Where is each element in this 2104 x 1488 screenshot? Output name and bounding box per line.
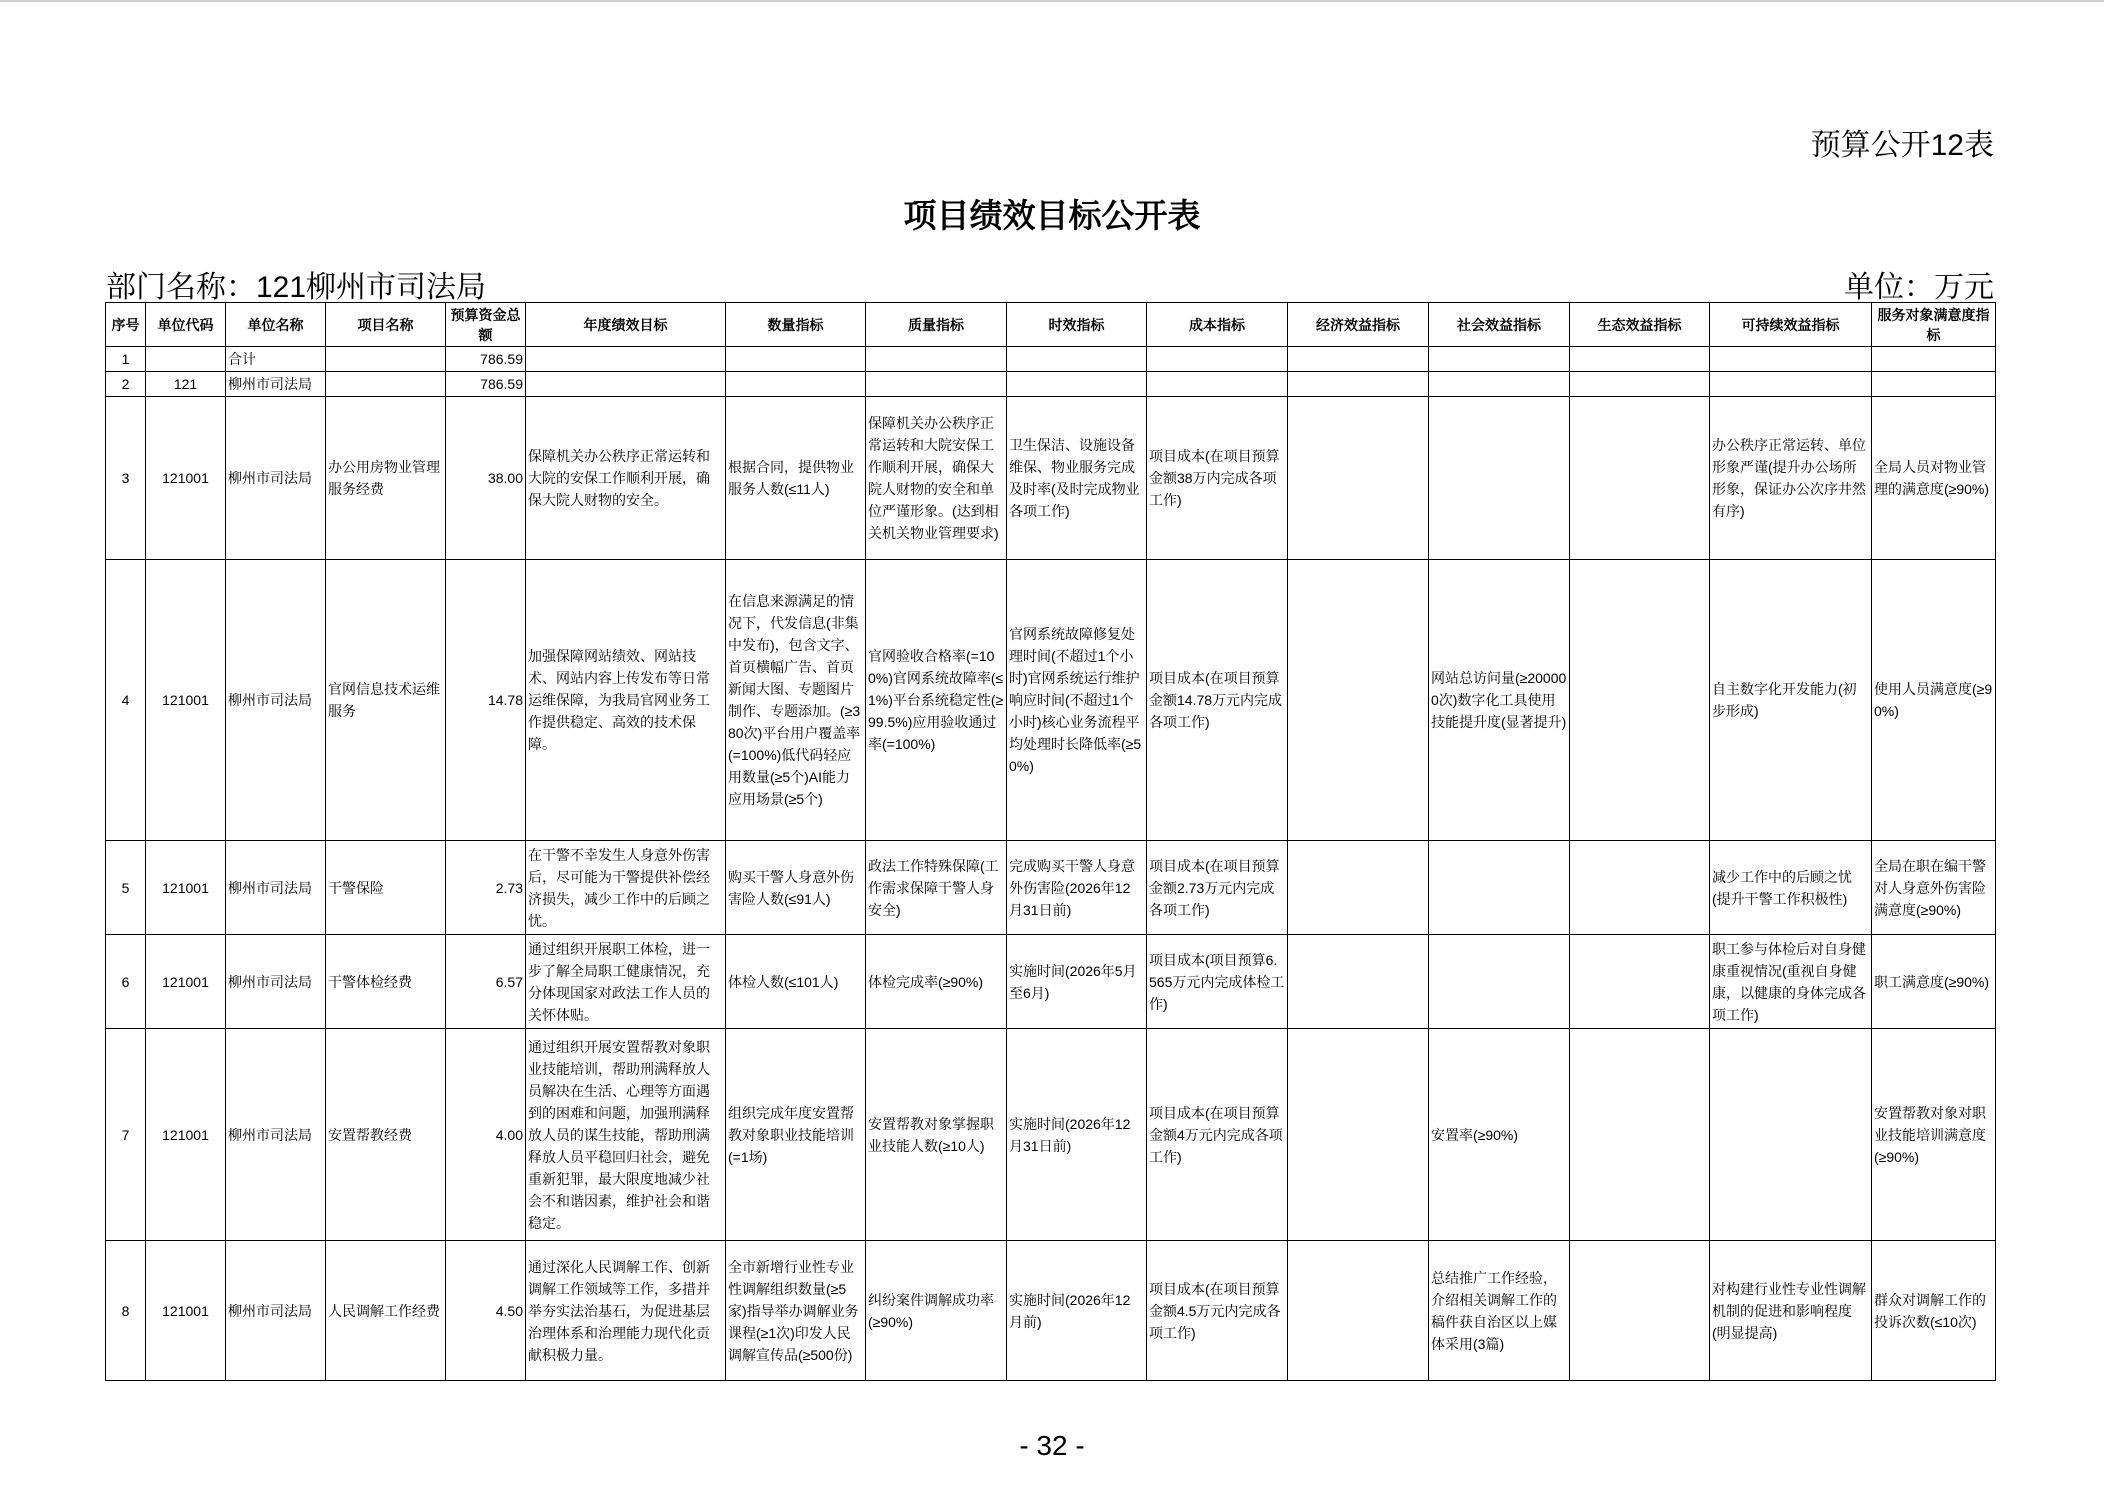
cell-timeliness (1007, 347, 1147, 372)
cell-code: 121 (146, 372, 226, 397)
header-cell: 成本指标 (1147, 303, 1288, 347)
cell-social: 安置率(≥90%) (1429, 1029, 1570, 1241)
cell-quantity: 全市新增行业性专业性调解组织数量(≥5家)指导举办调解业务课程(≥1次)印发人民调解宣传品(≥500份) (726, 1241, 866, 1381)
cell-unit: 柳州市司法局 (226, 1241, 326, 1381)
cell-quality: 保障机关办公秩序正常运转和大院安保工作顺利开展，确保大院人财物的安全和单位严谨形象。(达到相关机关物业管理要求) (866, 397, 1007, 560)
cell-code (146, 347, 226, 372)
cell-sustainable: 减少工作中的后顾之忧(提升干警工作积极性) (1710, 841, 1872, 935)
cell-quantity: 根据合同，提供物业服务人数(≤11人) (726, 397, 866, 560)
cell-social: 网站总访问量(≥200000次)数字化工具使用技能提升度(显著提升) (1429, 560, 1570, 841)
header-cell: 可持续效益指标 (1710, 303, 1872, 347)
cell-seq: 1 (106, 347, 146, 372)
cell-sustainable: 办公秩序正常运转、单位形象严谨(提升办公场所形象，保证办公次序井然有序) (1710, 397, 1872, 560)
cell-goal: 保障机关办公秩序正常运转和大院的安保工作顺利开展，确保大院人财物的安全。 (526, 397, 726, 560)
cell-quality: 纠纷案件调解成功率(≥90%) (866, 1241, 1007, 1381)
cell-satisfaction: 群众对调解工作的投诉次数(≤10次) (1872, 1241, 1996, 1381)
cell-economic (1288, 372, 1429, 397)
table-row (106, 347, 1996, 372)
cell-cost: 项目成本(在项目预算金额4.5万元内完成各项工作) (1147, 1241, 1288, 1381)
department-name: 部门名称：121柳州市司法局 (106, 271, 487, 304)
cell-goal: 通过组织开展安置帮教对象职业技能培训，帮助刑满释放人员解决在生活、心理等方面遇到的困难和问题，加强刑满释放人员的谋生技能，帮助刑满释放人员平稳回归社会，避免重新犯罪，最大限度地减少社会不和谐因素，维护社会和谐稳定。 (526, 1029, 726, 1241)
cell-cost (1147, 372, 1288, 397)
cell-timeliness: 官网系统故障修复处理时间(不超过1个小时)官网系统运行维护响应时间(不超过1个小时)核心业务流程平均处理时长降低率(≥50%) (1007, 560, 1147, 841)
cell-goal (526, 347, 726, 372)
cell-quality: 体检完成率(≥90%) (866, 935, 1007, 1029)
table-header-row (106, 303, 1996, 347)
cell-cost: 项目成本(在项目预算金额38万内完成各项工作) (1147, 397, 1288, 560)
cell-economic (1288, 347, 1429, 372)
cell-seq: 5 (106, 841, 146, 935)
header-cell: 质量指标 (866, 303, 1007, 347)
cell-unit: 柳州市司法局 (226, 935, 326, 1029)
cell-sustainable: 对构建行业性专业性调解机制的促进和影响程度(明显提高) (1710, 1241, 1872, 1381)
cell-social: 总结推广工作经验，介绍相关调解工作的稿件获自治区以上媒体采用(3篇) (1429, 1241, 1570, 1381)
table-number: 预算公开12表 (1810, 129, 1994, 162)
cell-project: 干警体检经费 (326, 935, 446, 1029)
cell-satisfaction: 安置帮教对象对职业技能培训满意度(≥90%) (1872, 1029, 1996, 1241)
cell-ecological (1570, 1029, 1710, 1241)
cell-quality (866, 347, 1007, 372)
cell-sustainable (1710, 1029, 1872, 1241)
cell-goal: 通过深化人民调解工作、创新调解工作领域等工作，多措并举夯实法治基石，为促进基层治理体系和治理能力现代化贡献积极力量。 (526, 1241, 726, 1381)
performance-table (105, 302, 1996, 1381)
cell-goal: 加强保障网站绩效、网站技术、网站内容上传发布等日常运维保障，为我局官网业务工作提供稳定、高效的技术保障。 (526, 560, 726, 841)
cell-economic (1288, 841, 1429, 935)
cell-seq: 7 (106, 1029, 146, 1241)
cell-cost: 项目成本(在项目预算金额4万元内完成各项工作) (1147, 1029, 1288, 1241)
cell-timeliness: 卫生保洁、设施设备维保、物业服务完成及时率(及时完成物业各项工作) (1007, 397, 1147, 560)
cell-satisfaction (1872, 347, 1996, 372)
cell-timeliness: 实施时间(2026年12月前) (1007, 1241, 1147, 1381)
header-cell: 单位名称 (226, 303, 326, 347)
cell-sustainable: 自主数字化开发能力(初步形成) (1710, 560, 1872, 841)
cell-cost (1147, 347, 1288, 372)
cell-unit: 柳州市司法局 (226, 397, 326, 560)
cell-unit: 合计 (226, 347, 326, 372)
cell-social (1429, 372, 1570, 397)
cell-economic (1288, 560, 1429, 841)
cell-sustainable: 职工参与体检后对自身健康重视情况(重视自身健康，以健康的身体完成各项工作) (1710, 935, 1872, 1029)
cell-goal: 通过组织开展职工体检，进一步了解全局职工健康情况，充分体现国家对政法工作人员的关怀体贴。 (526, 935, 726, 1029)
cell-project: 人民调解工作经费 (326, 1241, 446, 1381)
top-border-line (0, 0, 2104, 2)
cell-code: 121001 (146, 560, 226, 841)
table-row (106, 1029, 1996, 1241)
cell-economic (1288, 935, 1429, 1029)
cell-project: 安置帮教经费 (326, 1029, 446, 1241)
cell-seq: 8 (106, 1241, 146, 1381)
cell-project (326, 372, 446, 397)
cell-budget: 38.00 (446, 397, 526, 560)
header-cell: 社会效益指标 (1429, 303, 1570, 347)
cell-seq: 3 (106, 397, 146, 560)
header-cell: 服务对象满意度指标 (1872, 303, 1996, 347)
cell-timeliness: 完成购买干警人身意外伤害险(2026年12月31日前) (1007, 841, 1147, 935)
table-row (106, 372, 1996, 397)
cell-quality: 安置帮教对象掌握职业技能人数(≥10人) (866, 1029, 1007, 1241)
cell-quality (866, 372, 1007, 397)
cell-budget: 786.59 (446, 347, 526, 372)
cell-budget: 4.00 (446, 1029, 526, 1241)
cell-code: 121001 (146, 1029, 226, 1241)
cell-quality: 政法工作特殊保障(工作需求保障干警人身安全) (866, 841, 1007, 935)
header-cell: 年度绩效目标 (526, 303, 726, 347)
cell-ecological (1570, 347, 1710, 372)
cell-code: 121001 (146, 935, 226, 1029)
cell-economic (1288, 397, 1429, 560)
cell-quantity: 组织完成年度安置帮教对象职业技能培训(=1场) (726, 1029, 866, 1241)
cell-quantity: 体检人数(≤101人) (726, 935, 866, 1029)
cell-budget: 4.50 (446, 1241, 526, 1381)
cell-budget: 786.59 (446, 372, 526, 397)
cell-seq: 6 (106, 935, 146, 1029)
cell-social (1429, 397, 1570, 560)
header-cell: 序号 (106, 303, 146, 347)
table-row (106, 1241, 1996, 1381)
cell-quantity: 在信息来源满足的情况下，代发信息(非集中发布)，包含文字、首页横幅广告、首页新闻大图、专题图片制作、专题添加。(≥380次)平台用户覆盖率(=100%)低代码轻应用数量(≥5个)AI能力应用场景(≥5个) (726, 560, 866, 841)
cell-satisfaction: 全局人员对物业管理的满意度(≥90%) (1872, 397, 1996, 560)
cell-social (1429, 347, 1570, 372)
header-cell: 预算资金总额 (446, 303, 526, 347)
cell-budget: 6.57 (446, 935, 526, 1029)
unit-label: 单位：万元 (1844, 271, 1994, 304)
cell-economic (1288, 1241, 1429, 1381)
cell-goal (526, 372, 726, 397)
table-row (106, 935, 1996, 1029)
cell-project (326, 347, 446, 372)
cell-ecological (1570, 560, 1710, 841)
header-cell: 项目名称 (326, 303, 446, 347)
cell-quality: 官网验收合格率(=100%)官网系统故障率(≤1%)平台系统稳定性(≥99.5%)应用验收通过率(=100%) (866, 560, 1007, 841)
cell-timeliness (1007, 372, 1147, 397)
cell-ecological (1570, 1241, 1710, 1381)
cell-cost: 项目成本(在项目预算金额14.78万元内完成各项工作) (1147, 560, 1288, 841)
cell-project: 办公用房物业管理服务经费 (326, 397, 446, 560)
cell-satisfaction: 全局在职在编干警对人身意外伤害险满意度(≥90%) (1872, 841, 1996, 935)
cell-timeliness: 实施时间(2026年5月至6月) (1007, 935, 1147, 1029)
cell-ecological (1570, 841, 1710, 935)
header-cell: 生态效益指标 (1570, 303, 1710, 347)
cell-budget: 2.73 (446, 841, 526, 935)
table-row (106, 841, 1996, 935)
cell-social (1429, 841, 1570, 935)
cell-timeliness: 实施时间(2026年12月31日前) (1007, 1029, 1147, 1241)
cell-code: 121001 (146, 397, 226, 560)
cell-quantity (726, 347, 866, 372)
cell-cost: 项目成本(在项目预算金额2.73万元内完成各项工作) (1147, 841, 1288, 935)
cell-project: 官网信息技术运维服务 (326, 560, 446, 841)
cell-ecological (1570, 372, 1710, 397)
cell-economic (1288, 1029, 1429, 1241)
cell-goal: 在干警不幸发生人身意外伤害后，尽可能为干警提供补偿经济损失，减少工作中的后顾之忧。 (526, 841, 726, 935)
cell-cost: 项目成本(项目预算6.565万元内完成体检工作) (1147, 935, 1288, 1029)
page-number: - 32 - (1019, 1430, 1085, 1461)
header-cell: 单位代码 (146, 303, 226, 347)
header-cell: 经济效益指标 (1288, 303, 1429, 347)
header-cell: 时效指标 (1007, 303, 1147, 347)
page-title: 项目绩效目标公开表 (903, 197, 1201, 234)
table-row (106, 560, 1996, 841)
cell-sustainable (1710, 347, 1872, 372)
cell-seq: 2 (106, 372, 146, 397)
cell-social (1429, 935, 1570, 1029)
cell-ecological (1570, 935, 1710, 1029)
cell-satisfaction: 职工满意度(≥90%) (1872, 935, 1996, 1029)
cell-unit: 柳州市司法局 (226, 372, 326, 397)
cell-project: 干警保险 (326, 841, 446, 935)
cell-ecological (1570, 397, 1710, 560)
cell-unit: 柳州市司法局 (226, 560, 326, 841)
cell-code: 121001 (146, 1241, 226, 1381)
cell-seq: 4 (106, 560, 146, 841)
cell-satisfaction (1872, 372, 1996, 397)
cell-unit: 柳州市司法局 (226, 1029, 326, 1241)
cell-satisfaction: 使用人员满意度(≥90%) (1872, 560, 1996, 841)
table-row (106, 397, 1996, 560)
cell-code: 121001 (146, 841, 226, 935)
header-cell: 数量指标 (726, 303, 866, 347)
cell-quantity: 购买干警人身意外伤害险人数(≤91人) (726, 841, 866, 935)
cell-sustainable (1710, 372, 1872, 397)
cell-unit: 柳州市司法局 (226, 841, 326, 935)
cell-quantity (726, 372, 866, 397)
cell-budget: 14.78 (446, 560, 526, 841)
